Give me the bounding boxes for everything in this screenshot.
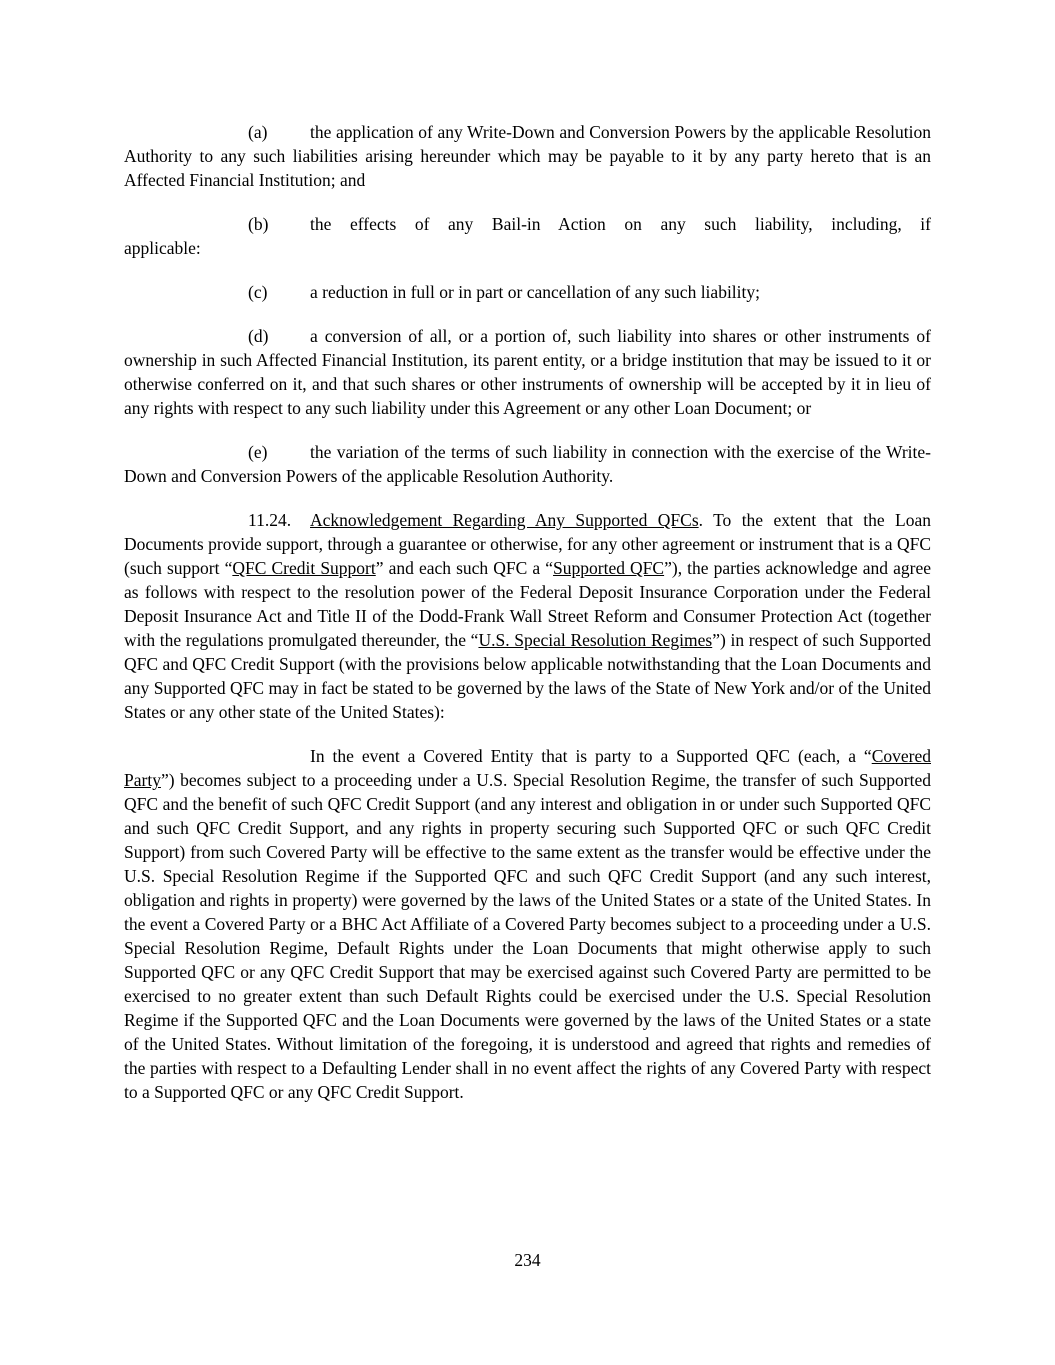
paragraph-c xyxy=(124,280,931,304)
paragraph-b-text-line1: the effects of any Bail-in Action on any such liability, including, if xyxy=(310,214,931,234)
paragraph-d-text: a conversion of all, or a portion of, such liability into shares or other instruments of ownership in such Affected Financial Institution, its parent entity, or a bridge institution that may be issued to it or otherwise conferred on it, and that such shares or other instruments of ownership will be accepted by it in lieu of any rights with respect to any such liability under this Agreement or any other Loan Document; or xyxy=(124,326,931,418)
defined-term-qfc-credit-support: QFC Credit Support xyxy=(232,558,376,578)
section-text-2: ” and each such QFC a “ xyxy=(375,558,554,578)
list-marker-b: (b) xyxy=(248,214,269,234)
section-text-3: ”), the parties acknowledge and agree as follows with respect to the resolution power of the Federal Deposit Insurance Corporation under the Federal Deposit Insurance Act and Title II of the Dodd-Frank Wall Street Reform and Consumer Protection Act (together with the regulations promulgated thereunder, the “ xyxy=(124,558,931,650)
defined-term-covered-party: Covered Party xyxy=(124,746,931,790)
page-footer xyxy=(0,1248,1055,1272)
paragraph-b-text-line2: applicable: xyxy=(124,238,201,258)
paragraph-a xyxy=(124,120,931,192)
paragraph-e xyxy=(124,440,931,488)
list-marker-d: (d) xyxy=(248,326,269,346)
paragraph-c-text: a reduction in full or in part or cancellation of any such liability; xyxy=(310,282,761,302)
paragraph-covered-entity xyxy=(124,744,931,1104)
list-marker-a: (a) xyxy=(248,122,268,142)
list-marker-e: (e) xyxy=(248,442,268,462)
paragraph-a-text: the application of any Write-Down and Conversion Powers by the applicable Resolution Authority to any such liabilities arising hereunder which may be payable to it by any party hereto that is an Affected Financial Institution; and xyxy=(124,122,931,190)
list-marker-c: (c) xyxy=(248,282,268,302)
paragraph-b xyxy=(124,212,931,260)
section-text-4: ”) in respect of such Supported QFC and QFC Credit Support (with the provisions below applicable notwithstanding that the Loan Documents and any Supported QFC may in fact be stated to be governed by the laws of the State of New York and/or of the United States or any other state of the United States): xyxy=(124,630,931,722)
covered-text-lead: In the event a Covered Entity that is party to a Supported QFC (each, a “ xyxy=(310,746,872,766)
page-number: 234 xyxy=(514,1250,541,1270)
paragraph-d xyxy=(124,324,931,420)
paragraph-e-text: the variation of the terms of such liability in connection with the exercise of the Write-Down and Conversion Powers of the applicable Resolution Authority. xyxy=(124,442,931,486)
section-heading-underlined: Acknowledgement Regarding Any Supported QFCs xyxy=(310,510,699,530)
section-11-24 xyxy=(124,508,931,724)
defined-term-supported-qfc: Supported QFC xyxy=(553,558,665,578)
defined-term-us-special-resolution-regimes: U.S. Special Resolution Regimes xyxy=(478,630,713,650)
section-number: 11.24. xyxy=(248,510,292,530)
covered-text-tail: ”) becomes subject to a proceeding under a U.S. Special Resolution Regime, the transfer of such Supported QFC and the benefit of such QFC Credit Support (and any interest and obligation in or under such Supported QFC and such QFC Credit Support, and any rights in property securing such Supported QFC or such QFC Credit Support) from such Covered Party will be effective to the same extent as the transfer would be effective under the U.S. Special Resolution Regime if the Supported QFC and such QFC Credit Support (and any such interest, obligation and rights in property) were governed by the laws of the United States or a state of the United States. In the event a Covered Party or a BHC Act Affiliate of a Covered Party becomes subject to a proceeding under a U.S. Special Resolution Regime, Default Rights under the Loan Documents that might otherwise apply to such Supported QFC or any QFC Credit Support that may be exercised against such Covered Party are permitted to be exercised to no greater extent than such Default Rights could be exercised under the U.S. Special Resolution Regime if the Supported QFC and the Loan Documents were governed by the laws of the United States or a state of the United States. Without limitation of the foregoing, it is understood and agreed that rights and remedies of the parties with respect to a Defaulting Lender shall in no event affect the rights of any Covered Party with respect to a Supported QFC or any QFC Credit Support. xyxy=(124,770,931,1102)
section-text-1: . To the extent that the Loan Documents provide support, through a guarantee or otherwise, for any other agreement or instrument that is a QFC (such support “ xyxy=(124,510,931,578)
